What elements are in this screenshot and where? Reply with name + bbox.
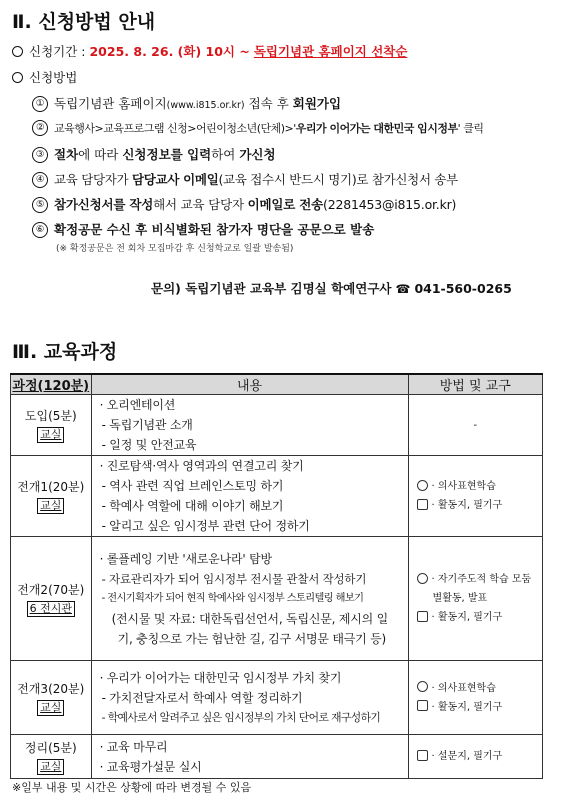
application-period bbox=[12, 42, 407, 60]
contact-prefix: 문의) 독립기념관 교육부 김명실 학예연구사 bbox=[151, 281, 392, 296]
step-number: ④ bbox=[32, 172, 48, 188]
period-label: 신청기간 : bbox=[29, 44, 86, 59]
place-tag: 교실 bbox=[37, 427, 64, 443]
phase-label: 도입(5분) bbox=[24, 409, 77, 423]
content-line: · 교육평가설문 실시 bbox=[99, 759, 202, 774]
phase-label: 전개3(20분) bbox=[17, 681, 85, 696]
step-bold: 참가신청서를 작성 bbox=[54, 197, 154, 212]
place-tag: 교실 bbox=[37, 759, 64, 775]
method-cell bbox=[408, 661, 542, 735]
step-number: ③ bbox=[32, 147, 48, 163]
application-method bbox=[12, 68, 77, 86]
curriculum-table bbox=[10, 373, 543, 779]
step-bold: 이메일로 전송 bbox=[247, 197, 324, 212]
content-line: - 알리고 싶은 임시정부 관련 단어 정하기 bbox=[101, 519, 310, 533]
method-cell bbox=[408, 735, 542, 779]
method-label: 신청방법 bbox=[29, 70, 78, 85]
content-line: 기, 충칭으로 가는 험난한 길, 김구 서명문 태극기 등) bbox=[117, 631, 387, 646]
circle-bullet-icon bbox=[12, 72, 23, 83]
step-number: ① bbox=[32, 96, 48, 112]
content-cell bbox=[91, 735, 408, 779]
survey-icon bbox=[417, 750, 428, 761]
step-text: 접속 후 bbox=[244, 96, 293, 111]
section3-heading: Ⅲ. 교육과정 bbox=[12, 341, 118, 363]
worksheet-icon bbox=[417, 499, 428, 510]
contact-phone[interactable]: 041-560-0265 bbox=[414, 281, 512, 296]
phase-label: 전개1(20분) bbox=[17, 480, 85, 494]
header-content: 내용 bbox=[91, 374, 408, 395]
step-bold: 담당교사 이메일 bbox=[132, 172, 219, 187]
group-icon bbox=[417, 573, 428, 584]
content-line: - 독립기념관 소개 bbox=[101, 418, 193, 432]
content-cell bbox=[91, 537, 408, 661]
content-line: · 우리가 이어가는 대한민국 임시정부 가치 찾기 bbox=[99, 670, 342, 685]
step-bold: 확정공문 수신 후 비식별화된 참가자 명단을 공문으로 발송 bbox=[54, 222, 375, 237]
place-tag: 6 전시관 bbox=[27, 601, 75, 617]
table-footnote: ※일부 내용 및 시간은 상황에 따라 변경될 수 있음 bbox=[12, 781, 252, 794]
content-cell bbox=[91, 661, 408, 735]
phase-cell bbox=[11, 537, 92, 661]
table-row bbox=[11, 456, 543, 537]
content-line: - 학예사 역할에 대해 이야기 해보기 bbox=[101, 499, 284, 513]
step-text: 독립기념관 홈페이지 bbox=[54, 96, 167, 111]
method-cell bbox=[408, 395, 542, 456]
step-number: ⑤ bbox=[32, 197, 48, 213]
phase-label: 정리(5분) bbox=[24, 740, 77, 755]
content-line: - 자료관리자가 되어 임시정부 전시물 관찰서 작성하기 bbox=[101, 571, 367, 586]
period-link[interactable]: 독립기념관 홈페이지 선착순 bbox=[253, 44, 408, 59]
step-text: 하여 bbox=[211, 147, 240, 162]
step-text: ' 클릭 bbox=[457, 122, 484, 135]
tool-line: · 자기주도적 학습 모둠 bbox=[409, 570, 542, 589]
content-line: · 롤플레잉 기반 '새로운나라' 탐방 bbox=[99, 551, 272, 566]
step-text: 교육 담당자가 bbox=[54, 172, 132, 187]
step-text: 교육행사>교육프로그램 신청>어린이청소년(단체)>' bbox=[54, 122, 296, 135]
step-bold: 가신청 bbox=[239, 147, 276, 162]
content-line: - 가치전달자로서 학예사 역할 정리하기 bbox=[101, 690, 303, 705]
table-row bbox=[11, 735, 543, 779]
confirmation-note: (※ 확정공문은 전 회차 모집마감 후 신청학교로 일괄 발송됨) bbox=[56, 244, 294, 254]
step-6 bbox=[32, 220, 374, 239]
tool-line: · 활동지, 필기구 bbox=[409, 496, 542, 515]
place-tag: 교실 bbox=[37, 498, 64, 514]
step-text: 에 따라 bbox=[78, 147, 123, 162]
content-cell bbox=[91, 456, 408, 537]
step-5 bbox=[32, 195, 456, 214]
tool-line: 별활동, 발표 bbox=[432, 593, 488, 604]
content-line: · 오리엔테이션 bbox=[99, 398, 176, 412]
phase-cell bbox=[11, 456, 92, 537]
tool-line: · 활동지, 필기구 bbox=[409, 608, 542, 627]
content-line: - 전시기획자가 되어 현직 학예사와 임시정부 스토리텔링 해보기 bbox=[101, 592, 364, 604]
content-line: · 교육 마무리 bbox=[99, 739, 168, 754]
step-text: 해서 교육 담당자 bbox=[153, 197, 248, 212]
table-row bbox=[11, 395, 543, 456]
step-text: (교육 접수시 반드시 명기)로 참가신청서 송부 bbox=[218, 172, 458, 187]
phase-cell bbox=[11, 661, 92, 735]
tool-line: · 활동지, 필기구 bbox=[409, 698, 542, 717]
step-bold: 절차 bbox=[54, 147, 79, 162]
tool-line: · 설문지, 필기구 bbox=[409, 747, 542, 766]
section2-heading: Ⅱ. 신청방법 안내 bbox=[12, 11, 156, 33]
table-row bbox=[11, 661, 543, 735]
table-header-row bbox=[11, 374, 543, 395]
method-cell bbox=[408, 456, 542, 537]
step-number: ② bbox=[32, 120, 48, 136]
step-url[interactable]: (www.i815.or.kr) bbox=[166, 100, 245, 111]
phone-icon: ☎ bbox=[395, 282, 411, 296]
content-cell bbox=[91, 395, 408, 456]
table-row bbox=[11, 537, 543, 661]
content-line: (전시물 및 자료: 대한독립선언서, 독립신문, 제시의 일 bbox=[111, 611, 389, 626]
content-line: - 학예사로서 알려주고 싶은 임시정부의 가치 단어로 재구성하기 bbox=[101, 710, 381, 724]
place-tag: 교실 bbox=[37, 700, 64, 716]
step-bold: 신청정보를 입력 bbox=[122, 147, 212, 162]
phase-cell bbox=[11, 395, 92, 456]
speech-icon bbox=[417, 480, 428, 491]
content-line: · 진로탐색·역사 영역과의 연결고리 찾기 bbox=[99, 459, 304, 473]
phase-label: 전개2(70분) bbox=[17, 582, 85, 597]
tool-line: · 의사표현학습 bbox=[409, 477, 542, 496]
contact-info bbox=[151, 279, 512, 297]
content-line: - 일정 및 안전교육 bbox=[101, 438, 197, 452]
worksheet-icon bbox=[417, 700, 428, 711]
worksheet-icon bbox=[417, 611, 428, 622]
step-2 bbox=[32, 120, 483, 137]
phase-cell bbox=[11, 735, 92, 779]
step-4 bbox=[32, 170, 458, 189]
method-cell bbox=[408, 537, 542, 661]
speech-icon bbox=[417, 681, 428, 692]
step-1 bbox=[32, 94, 341, 113]
circle-bullet-icon bbox=[12, 46, 23, 57]
header-method: 방법 및 교구 bbox=[408, 374, 542, 395]
content-line: - 역사 관련 직업 브레인스토밍 하기 bbox=[101, 479, 284, 493]
step-3 bbox=[32, 145, 276, 164]
step-bold: 우리가 이어가는 대한민국 임시정부 bbox=[295, 122, 458, 135]
step-email[interactable]: (2281453@i815.or.kr) bbox=[323, 197, 457, 212]
step-number: ⑥ bbox=[32, 222, 48, 238]
header-course: 과정(120분) bbox=[11, 374, 92, 395]
tool-line: - bbox=[473, 419, 478, 431]
period-value: 2025. 8. 26. (화) 10시 ~ bbox=[89, 44, 250, 59]
tool-line: · 의사표현학습 bbox=[409, 679, 542, 698]
step-bold: 회원가입 bbox=[292, 96, 342, 111]
